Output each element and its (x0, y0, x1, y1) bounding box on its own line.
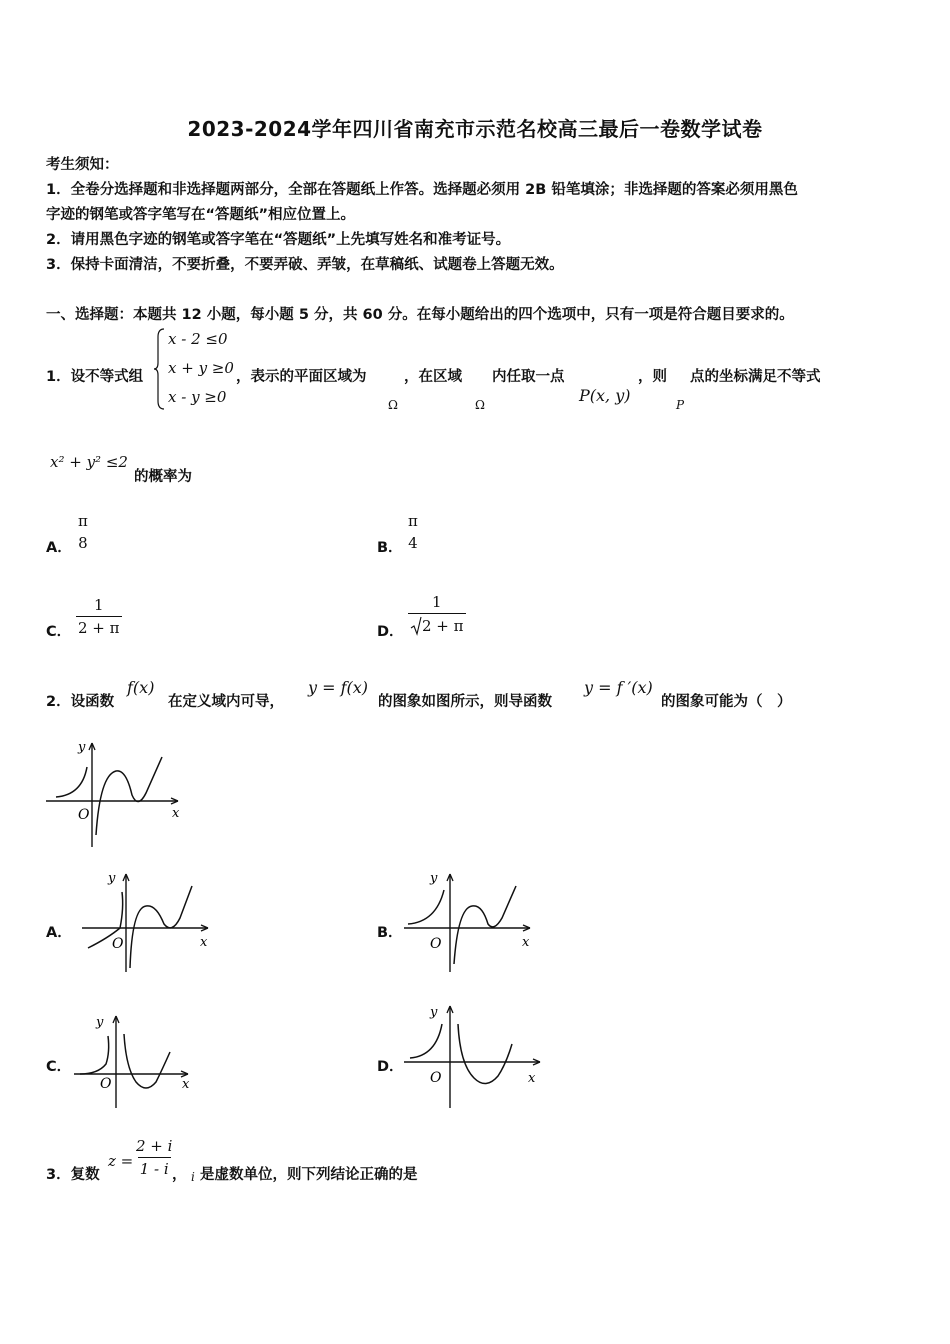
q1-inequality: x² + y² ≤2 (50, 453, 128, 471)
q2-text-2: 的图象如图所示，则导函数 (378, 694, 552, 710)
q2-fx: f(x) (127, 678, 155, 697)
axis-y-label-c: y (96, 1015, 104, 1030)
q2-text-1: 在定义域内可导， (168, 694, 284, 710)
q2-option-d-graph[interactable] (400, 1000, 550, 1112)
q1-option-a-num: π (78, 512, 88, 530)
q1-option-d-den-wrap (408, 613, 466, 636)
q1-option-a-den: 8 (78, 534, 88, 552)
notice-line-2: 2．请用黑色字迹的钢笔或答字笔在“答题纸”上先填写姓名和准考证号。 (46, 232, 511, 248)
q1-system-3: x - y ≥0 (168, 388, 227, 406)
q1-option-c-label[interactable]: C． (46, 624, 72, 640)
axis-x-label-a: x (200, 935, 208, 950)
q3-comma: ， (172, 1167, 187, 1183)
q2-option-a-graph[interactable] (78, 868, 218, 976)
axis-x-label-b: x (522, 935, 530, 950)
axis-x-label-d: x (528, 1071, 536, 1086)
q3-i: i (191, 1170, 195, 1184)
q2-lead: 2．设函数 (46, 694, 115, 710)
origin-label-d: O (430, 1070, 442, 1086)
q2-option-c-label[interactable]: C． (46, 1059, 72, 1075)
notice-heading: 考生须知： (46, 157, 119, 173)
axis-y-label-d: y (430, 1005, 438, 1020)
q3-num: 2 + i (136, 1137, 173, 1155)
q1-option-b-num: π (408, 512, 418, 530)
q1-text-5: 点的坐标满足不等式 (690, 369, 821, 385)
q1-option-d-label[interactable]: D． (377, 624, 404, 640)
notice-line-3: 3．保持卡面清洁，不要折叠，不要弄破、弄皱，在草稿纸、试题卷上答题无效。 (46, 257, 564, 273)
q2-option-b-label[interactable]: B． (377, 925, 403, 941)
axis-y-label: y (78, 740, 86, 755)
q1-option-d-value[interactable] (408, 593, 466, 636)
q2-option-c-graph[interactable] (70, 1008, 200, 1112)
q1-option-a-value[interactable] (76, 512, 90, 552)
axis-x-label: x (172, 806, 180, 821)
q1-text-2: ，在区域 (404, 369, 462, 385)
q1-option-b-den: 4 (408, 534, 418, 552)
q1-option-b-value[interactable] (406, 512, 420, 552)
q1-option-c-value[interactable] (76, 596, 122, 637)
q3-fraction (134, 1137, 174, 1178)
q1-option-c-den: 2 + π (76, 616, 122, 637)
axis-x-label-c: x (182, 1077, 190, 1092)
notice-line-1a: 1．全卷分选择题和非选择题两部分，全部在答题纸上作答。选择题必须用 2B 铅笔填涂；非选择题的答案必须用黑色 (46, 182, 798, 198)
origin-label-b: O (430, 936, 442, 952)
q1-option-c-num: 1 (93, 596, 104, 614)
q1-option-d-den: 2 + π (422, 617, 464, 635)
q1-lead: 1．设不等式组 (46, 369, 144, 385)
axis-y-label-b: y (430, 871, 438, 886)
page-title: 2023-2024学年四川省南充市示范名校高三最后一卷数学试卷 (187, 117, 763, 141)
q2-option-d-label[interactable]: D． (377, 1059, 404, 1075)
q1-omega-2: Ω (475, 398, 485, 412)
notice-line-1b: 字迹的钢笔或答字笔写在“答题纸”相应位置上。 (46, 207, 356, 223)
brace-icon (152, 327, 168, 411)
q2-y-fx: y = f(x) (308, 678, 369, 697)
q1-text-4: ，则 (638, 369, 667, 385)
origin-label-c: O (100, 1076, 112, 1092)
q1-tail: 的概率为 (134, 469, 192, 485)
q2-y-fprime: y = f ′(x) (584, 678, 653, 697)
q1-text-3: 内任取一点 (492, 369, 565, 385)
q3-den: 1 - i (138, 1157, 171, 1178)
sqrt-icon (410, 616, 422, 636)
origin-label-a: O (112, 936, 124, 952)
section-heading: 一、选择题：本题共 12 小题，每小题 5 分，共 60 分。在每小题给出的四个选项中，只有一项是符合题目要求的。 (46, 307, 794, 323)
origin-label: O (78, 807, 90, 823)
q2-option-a-label[interactable]: A． (46, 925, 72, 941)
axis-y-label-a: y (108, 871, 116, 886)
q2-text-3: 的图象可能为（ ） (661, 694, 792, 710)
q1-option-b-label[interactable]: B． (377, 540, 403, 556)
q1-p: P (676, 398, 685, 412)
q1-text-1: ，表示的平面区域为 (236, 369, 367, 385)
q1-option-d-num: 1 (431, 593, 442, 611)
q1-omega-1: Ω (388, 398, 398, 412)
q1-system-2: x + y ≥0 (168, 359, 234, 377)
q2-option-b-graph[interactable] (400, 868, 540, 976)
q1-point: P(x, y) (579, 386, 631, 405)
q1-option-a-label[interactable]: A． (46, 540, 72, 556)
q3-tail: 是虚数单位，则下列结论正确的是 (200, 1167, 418, 1183)
q1-system-1: x - 2 ≤0 (168, 330, 228, 348)
graph-fx (42, 735, 192, 855)
q3-z: z = (108, 1152, 134, 1170)
q3-lead: 3．复数 (46, 1167, 100, 1183)
